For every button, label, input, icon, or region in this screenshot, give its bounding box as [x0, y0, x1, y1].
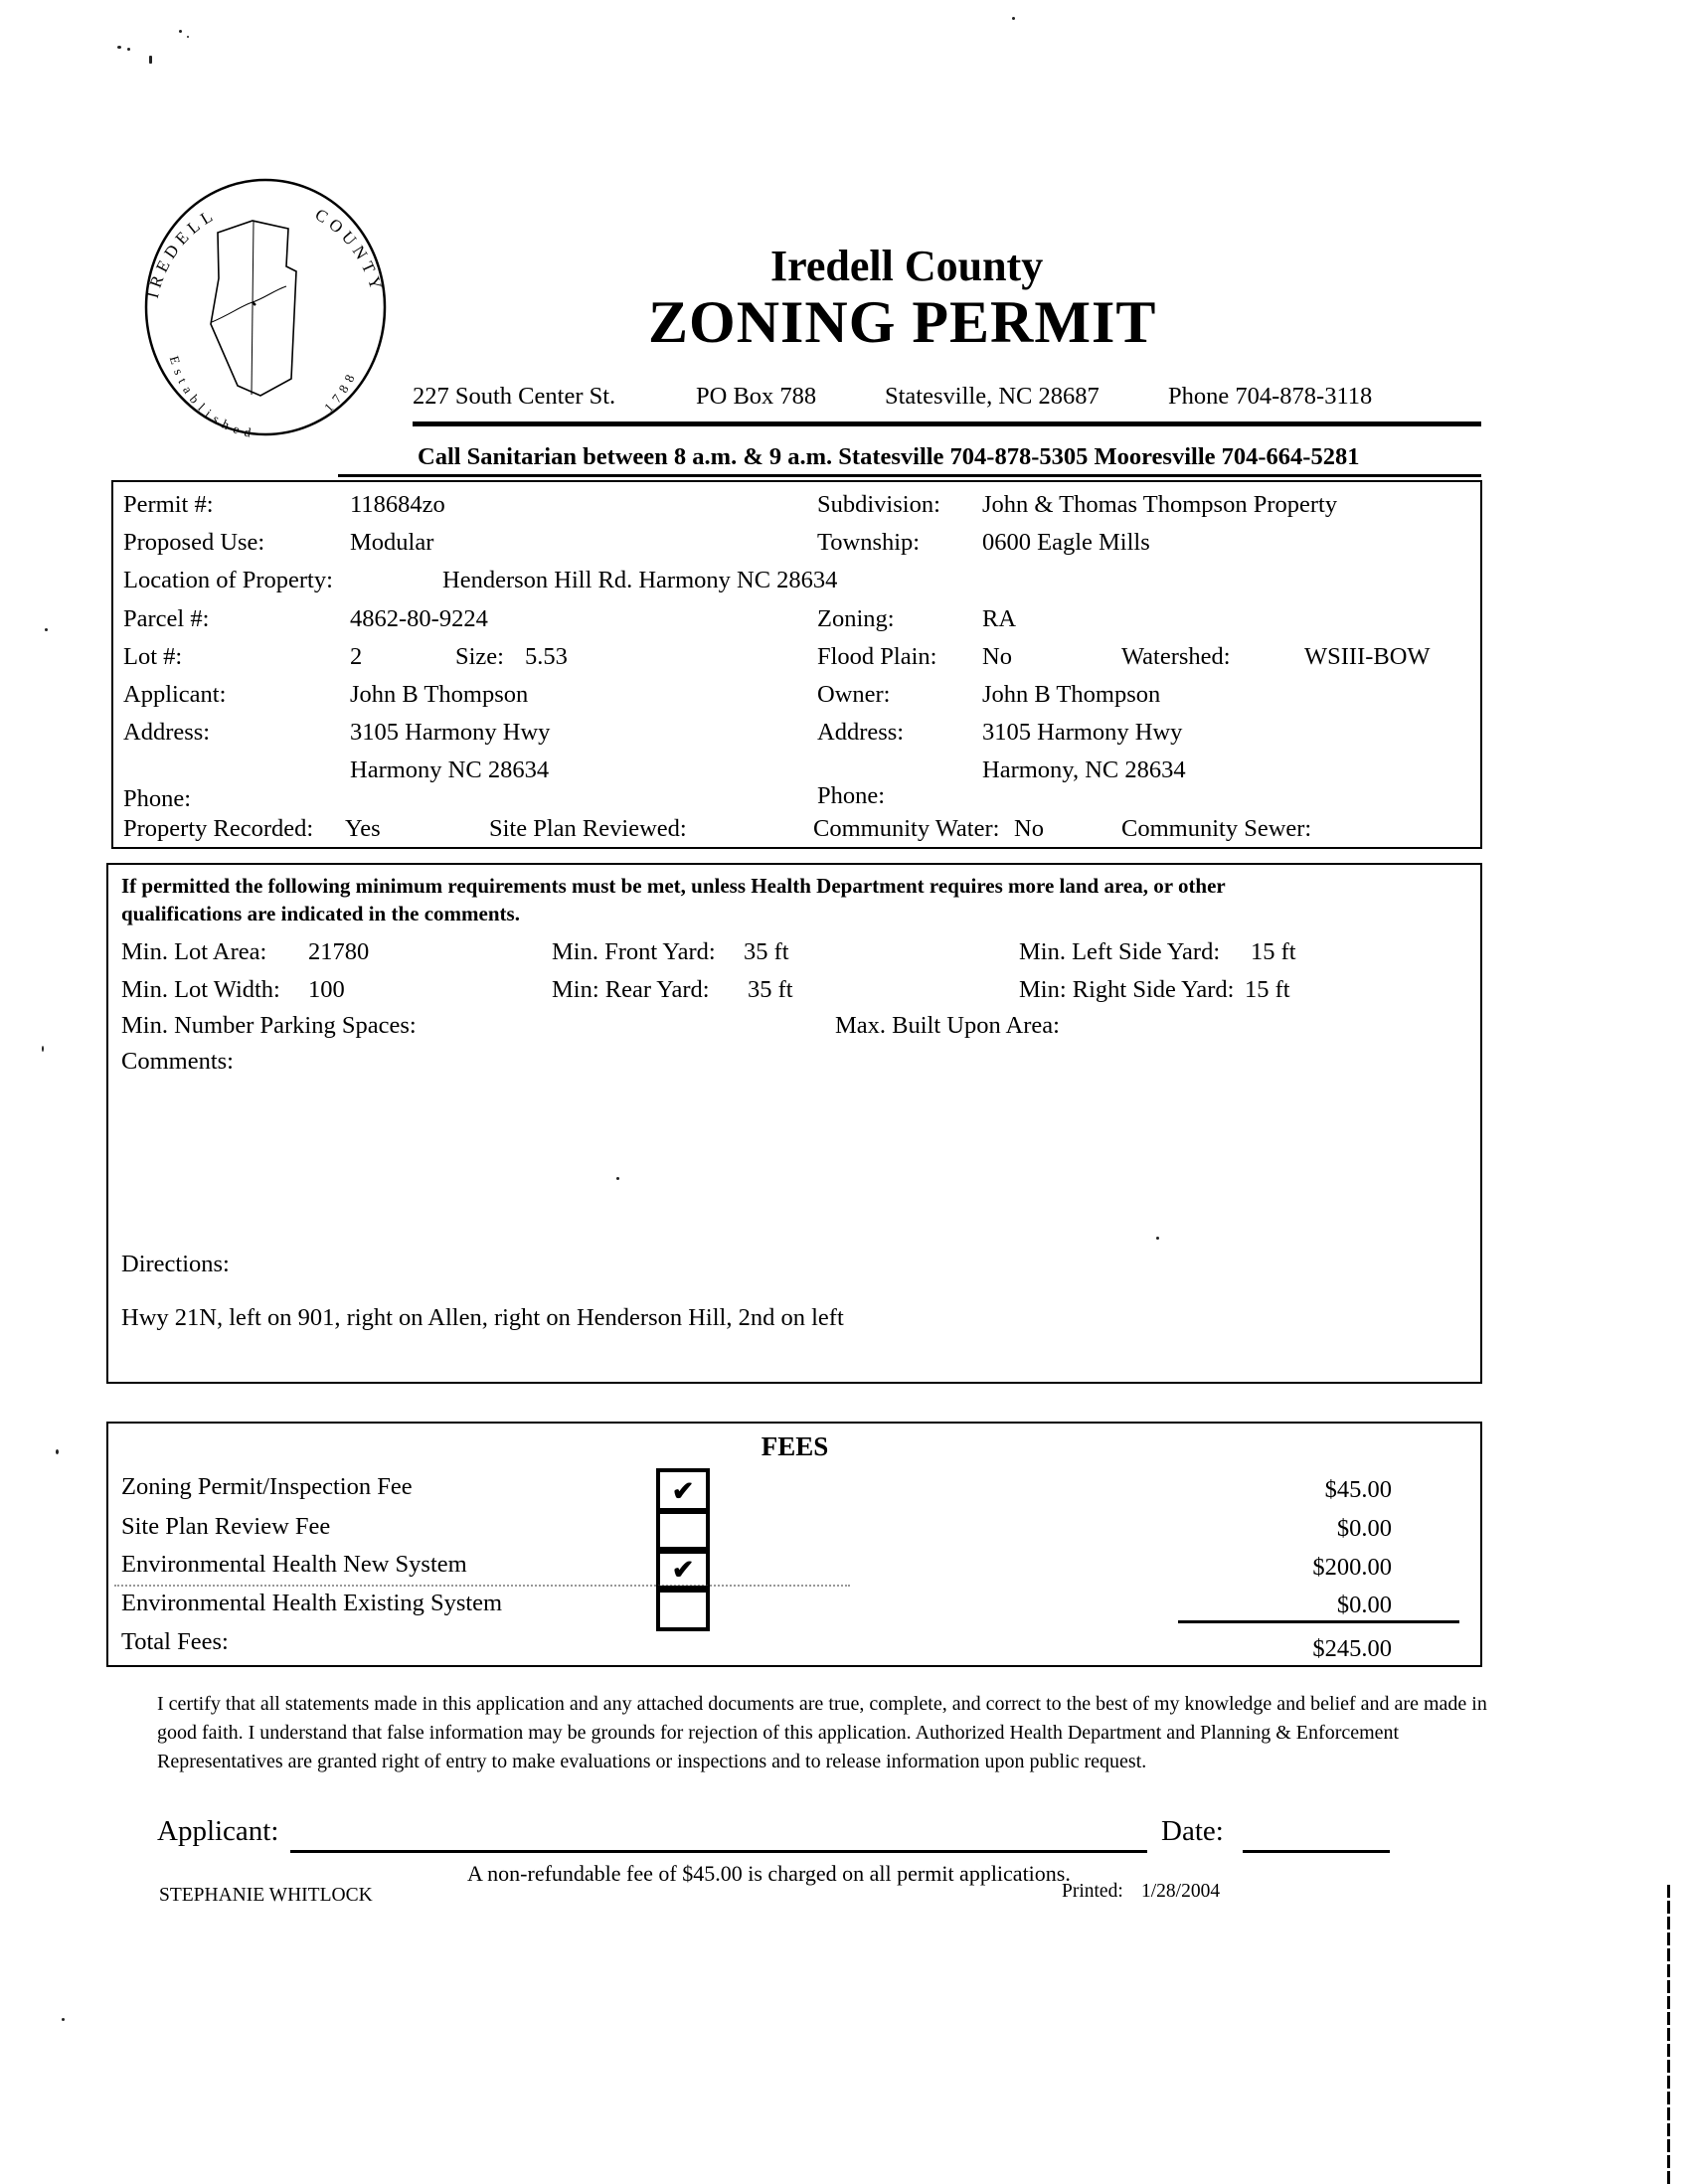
scan-artifact — [149, 56, 152, 64]
sanitarian-notice: Call Sanitarian between 8 a.m. & 9 a.m. Statesville 704-878-5305 Mooresville 704-664-5281 — [418, 443, 1360, 470]
flood-plain-value: No — [982, 643, 1012, 670]
applicant-phone-label: Phone: — [123, 785, 192, 812]
county-map-outline — [211, 221, 296, 396]
scan-artifact — [127, 48, 130, 51]
scan-artifact-dotted-line — [114, 1585, 850, 1587]
applicant-address-line2: Harmony NC 28634 — [350, 756, 550, 783]
min-lot-area-label: Min. Lot Area: — [121, 938, 267, 965]
parcel-label: Parcel #: — [123, 605, 210, 632]
scan-artifact — [179, 30, 182, 33]
requirements-intro-line2: qualifications are indicated in the comments. — [121, 902, 520, 925]
seal-text-iredell: IREDELL — [142, 204, 221, 300]
owner-address-line2: Harmony, NC 28634 — [982, 756, 1186, 783]
scan-artifact — [1156, 1237, 1159, 1240]
header-city-state: Statesville, NC 28687 — [885, 383, 1100, 410]
directions-value: Hwy 21N, left on 901, right on Allen, right on Henderson Hill, 2nd on left — [121, 1304, 844, 1331]
watershed-label: Watershed: — [1121, 643, 1231, 670]
max-built-upon-label: Max. Built Upon Area: — [835, 1012, 1060, 1039]
certification-text: I certify that all statements made in this application and any attached documents are true, complete, and correct to the best of my knowledge and belief and are made in good faith. I understand that false information may be grounds for rejection of this application. Authorized Health Department and Planning & Enforcement Representatives are granted right of entry to make evaluations or inspections and to release information upon public request. — [157, 1693, 1487, 1772]
fee-row-amount: $0.00 — [1336, 1592, 1392, 1618]
owner-address-label: Address: — [817, 719, 905, 746]
scan-artifact — [616, 1177, 619, 1180]
zoning-value: RA — [982, 605, 1017, 632]
requirements-intro-line1: If permitted the following minimum requirements must be met, unless Health Department requires more land area, or other — [121, 874, 1226, 898]
scan-artifact — [187, 36, 189, 38]
total-fees-label: Total Fees: — [121, 1628, 229, 1655]
township-value: 0600 Eagle Mills — [982, 529, 1150, 556]
flood-plain-label: Flood Plain: — [817, 643, 937, 670]
header-street: 227 South Center St. — [413, 383, 616, 410]
min-front-yard-value: 35 ft — [744, 938, 789, 965]
page-title: ZONING PERMIT — [648, 289, 1157, 355]
scan-artifact — [56, 1449, 59, 1454]
county-name-heading: Iredell County — [770, 242, 1044, 290]
scan-artifact — [62, 2018, 65, 2021]
svg-text:IREDELL — [143, 204, 220, 299]
owner-value: John B Thompson — [982, 681, 1161, 708]
scan-artifact — [117, 46, 121, 49]
permit-number-label: Permit #: — [123, 491, 214, 518]
min-rear-yard-label: Min: Rear Yard: — [552, 976, 710, 1003]
parcel-value: 4862-80-9224 — [350, 605, 488, 632]
seal-text-established: Established — [166, 354, 258, 439]
fees-total-underline — [1178, 1620, 1459, 1623]
min-lot-width-value: 100 — [308, 976, 345, 1003]
checkmark-icon: ✔ — [671, 1475, 695, 1506]
seal-text-1788: 1788 — [320, 366, 360, 416]
scan-artifact — [45, 628, 48, 631]
location-value: Henderson Hill Rd. Harmony NC 28634 — [442, 567, 838, 593]
owner-address-line1: 3105 Harmony Hwy — [982, 719, 1183, 746]
watershed-value: WSIII-BOW — [1304, 643, 1431, 670]
signature-applicant-label: Applicant: — [157, 1815, 279, 1847]
community-sewer-label: Community Sewer: — [1121, 815, 1312, 842]
fees-title: FEES — [761, 1431, 829, 1461]
property-recorded-label: Property Recorded: — [123, 815, 314, 842]
owner-label: Owner: — [817, 681, 891, 708]
lot-value: 2 — [350, 643, 363, 670]
site-plan-reviewed-label: Site Plan Reviewed: — [489, 815, 687, 842]
printed-date: 1/28/2004 — [1141, 1881, 1221, 1902]
directions-label: Directions: — [121, 1251, 230, 1277]
community-water-label: Community Water: — [813, 815, 1000, 842]
total-fees-amount: $245.00 — [1312, 1635, 1392, 1662]
size-value: 5.53 — [525, 643, 568, 670]
proposed-use-label: Proposed Use: — [123, 529, 265, 556]
scan-artifact — [1012, 17, 1015, 20]
fee-row-checkbox — [656, 1586, 710, 1631]
fee-row-label: Zoning Permit/Inspection Fee — [121, 1473, 413, 1500]
iredell-county-seal — [141, 175, 390, 439]
comments-label: Comments: — [121, 1048, 234, 1075]
sanitarian-underline — [338, 474, 1481, 477]
location-label: Location of Property: — [123, 567, 333, 593]
min-lot-width-label: Min. Lot Width: — [121, 976, 280, 1003]
min-left-side-value: 15 ft — [1251, 938, 1296, 965]
header-phone: Phone 704-878-3118 — [1168, 383, 1373, 410]
proposed-use-value: Modular — [350, 529, 434, 556]
date-signature-line — [1243, 1850, 1390, 1853]
header-rule — [413, 421, 1481, 426]
subdivision-value: John & Thomas Thompson Property — [982, 491, 1338, 518]
township-label: Township: — [817, 529, 921, 556]
applicant-signature-line — [290, 1850, 1147, 1853]
community-water-value: No — [1014, 815, 1044, 842]
fee-row-label: Environmental Health New System — [121, 1551, 467, 1578]
fee-row-label: Site Plan Review Fee — [121, 1513, 331, 1540]
min-lot-area-value: 21780 — [308, 938, 370, 965]
zoning-label: Zoning: — [817, 605, 895, 632]
permit-info-box — [111, 480, 1482, 849]
applicant-label: Applicant: — [123, 681, 227, 708]
min-parking-label: Min. Number Parking Spaces: — [121, 1012, 417, 1039]
permit-number-value: 118684zo — [350, 491, 445, 518]
preparer-name: STEPHANIE WHITLOCK — [159, 1885, 373, 1906]
min-right-side-label: Min: Right Side Yard: — [1019, 976, 1235, 1003]
printed-label: Printed: — [1062, 1881, 1123, 1902]
min-right-side-value: 15 ft — [1245, 976, 1290, 1003]
lot-label: Lot #: — [123, 643, 183, 670]
fee-row-amount: $0.00 — [1336, 1515, 1392, 1542]
min-front-yard-label: Min. Front Yard: — [552, 938, 716, 965]
header-po-box: PO Box 788 — [696, 383, 817, 410]
checkmark-icon: ✔ — [671, 1554, 695, 1585]
size-label: Size: — [455, 643, 504, 670]
min-rear-yard-value: 35 ft — [748, 976, 793, 1003]
scan-artifact — [42, 1046, 44, 1052]
signature-date-label: Date: — [1161, 1815, 1224, 1847]
nonrefundable-fee-note: A non-refundable fee of $45.00 is charged on all permit applications. — [467, 1861, 1071, 1886]
fee-row-amount: $200.00 — [1312, 1554, 1392, 1581]
subdivision-label: Subdivision: — [817, 491, 940, 518]
fee-row-amount: $45.00 — [1324, 1476, 1392, 1503]
applicant-value: John B Thompson — [350, 681, 529, 708]
applicant-address-label: Address: — [123, 719, 211, 746]
property-recorded-value: Yes — [345, 815, 381, 842]
applicant-address-line1: 3105 Harmony Hwy — [350, 719, 551, 746]
min-left-side-label: Min. Left Side Yard: — [1019, 938, 1221, 965]
seal-text-county: COUNTY — [311, 205, 388, 297]
scan-artifact-vertical-line — [1667, 1885, 1670, 2184]
fee-row-label: Environmental Health Existing System — [121, 1590, 503, 1616]
owner-phone-label: Phone: — [817, 782, 886, 809]
